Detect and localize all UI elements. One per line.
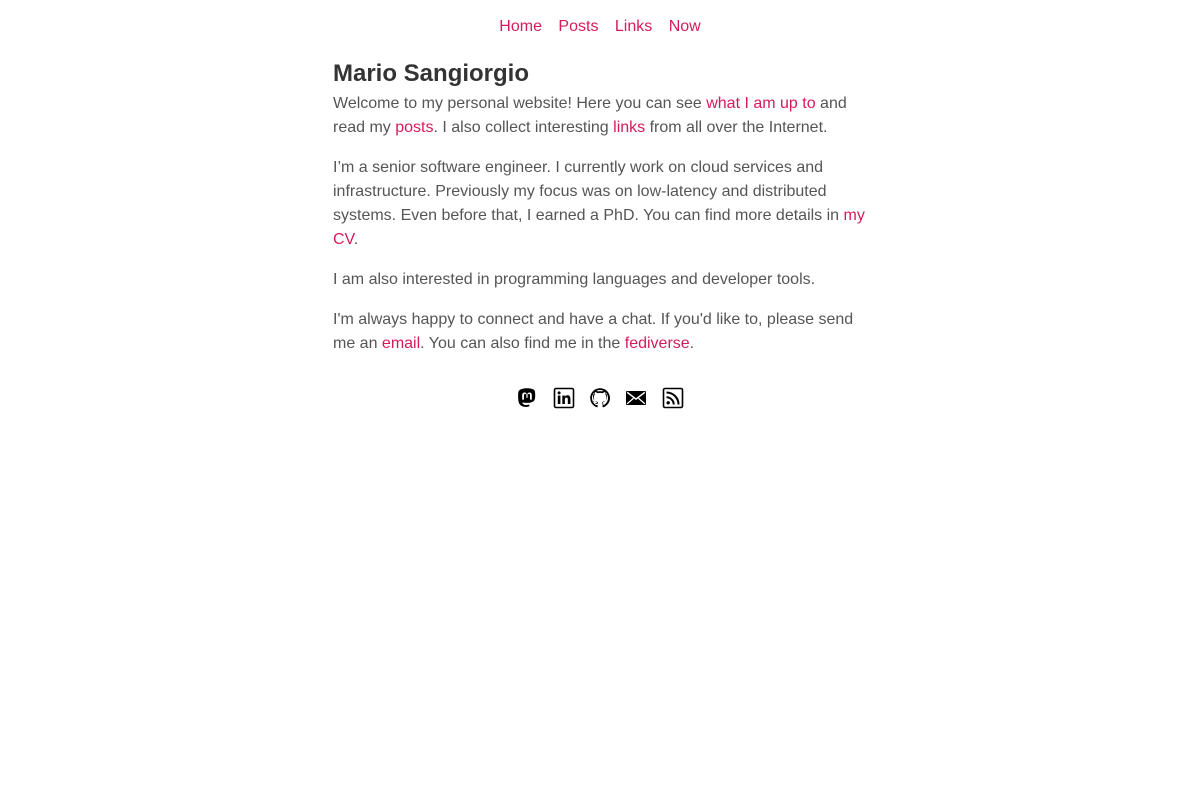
linkedin-icon bbox=[552, 386, 576, 410]
contact-text-2: . You can also find me in the bbox=[420, 335, 625, 352]
main-content bbox=[333, 58, 871, 372]
email-link[interactable]: email bbox=[381, 335, 421, 352]
interests-paragraph bbox=[333, 268, 871, 292]
contact-text-3: . bbox=[689, 335, 695, 352]
nav-home-link[interactable]: Home bbox=[499, 18, 542, 35]
intro-text-1: Welcome to my personal website! Here you can see bbox=[333, 95, 707, 112]
rss-link[interactable] bbox=[661, 386, 685, 410]
social-links bbox=[0, 386, 1200, 410]
links-link[interactable]: links bbox=[613, 119, 646, 136]
nav-posts-link[interactable]: Posts bbox=[558, 18, 599, 35]
fediverse-link[interactable]: fediverse bbox=[624, 335, 690, 352]
github-link[interactable] bbox=[588, 386, 612, 410]
contact-paragraph bbox=[333, 308, 871, 356]
nav-links-link[interactable]: Links bbox=[614, 18, 653, 35]
email-icon bbox=[624, 386, 648, 410]
intro-text-2: and read my bbox=[333, 95, 847, 136]
posts-link[interactable]: posts bbox=[395, 119, 434, 136]
intro-text-4: from all over the Internet. bbox=[645, 119, 828, 136]
email-icon-link[interactable] bbox=[624, 386, 648, 410]
nav-now-link[interactable]: Now bbox=[668, 18, 701, 35]
rss-icon bbox=[661, 386, 685, 410]
intro-paragraph bbox=[333, 92, 871, 140]
interests-text: I am also interested in programming languages and developer tools. bbox=[333, 271, 816, 288]
intro-text-3: . I also collect interesting bbox=[433, 119, 614, 136]
mastodon-icon bbox=[515, 386, 539, 410]
bio-text-2: . bbox=[353, 231, 359, 248]
page-title: Mario Sangiorgio bbox=[333, 60, 530, 87]
mastodon-link[interactable] bbox=[515, 386, 539, 410]
now-link[interactable]: what I am up to bbox=[706, 95, 816, 112]
linkedin-link[interactable] bbox=[552, 386, 576, 410]
bio-paragraph bbox=[333, 156, 871, 252]
contact-text-1: I'm always happy to connect and have a chat. If you'd like to, please send me an bbox=[333, 311, 854, 352]
github-icon bbox=[588, 386, 612, 410]
top-nav bbox=[0, 15, 1200, 39]
cv-link[interactable]: my CV bbox=[333, 207, 865, 248]
bio-text-1: I’m a senior software engineer. I currently work on cloud services and infrastructure. Previously my focus was on low-latency and distributed systems. Even before that, I earned a PhD. You can find more details in bbox=[333, 159, 844, 224]
